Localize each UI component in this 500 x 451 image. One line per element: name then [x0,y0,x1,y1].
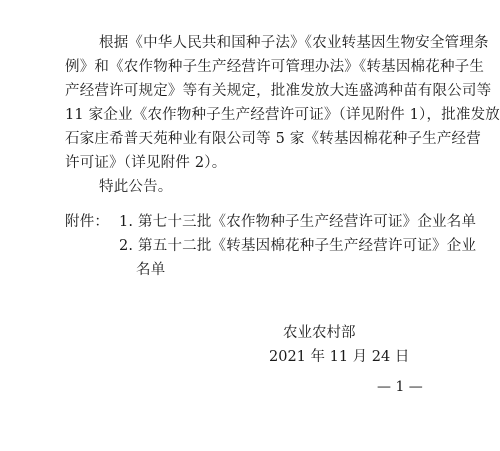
signature-date: 2021 年 11 月 24 日 [269,349,410,365]
attachments-label: 附件： [65,214,110,230]
paragraph-line-6: 许可证》（详见附件 2）。 [65,155,227,171]
signature-org: 农业农村部 [283,325,356,341]
attachment-item-2: 2. 第五十二批《转基因棉花种子生产经营许可证》企业 [119,238,477,254]
paragraph-line-2: 例》和《农作物种子生产经营许可管理办法》《转基因棉花种子生 [65,59,485,75]
attachment-item-2-continuation: 名单 [136,262,166,278]
paragraph-line-1: 根据《中华人民共和国种子法》《农业转基因生物安全管理条 [99,35,489,51]
paragraph-line-3: 产经营许可规定》等有关规定，批准发放大连盛鸿种苗有限公司等 [65,83,492,99]
closing-text: 特此公告。 [99,179,173,195]
page-number: — 1 — [377,379,423,395]
paragraph-line-5: 石家庄希普天苑种业有限公司等 5 家《转基因棉花种子生产经营 [65,131,481,147]
paragraph-line-4: 11 家企业《农作物种子生产经营许可证》（详见附件 1），批准发放 [65,107,500,123]
attachment-item-1: 1. 第七十三批《农作物种子生产经营许可证》企业名单 [119,214,477,230]
